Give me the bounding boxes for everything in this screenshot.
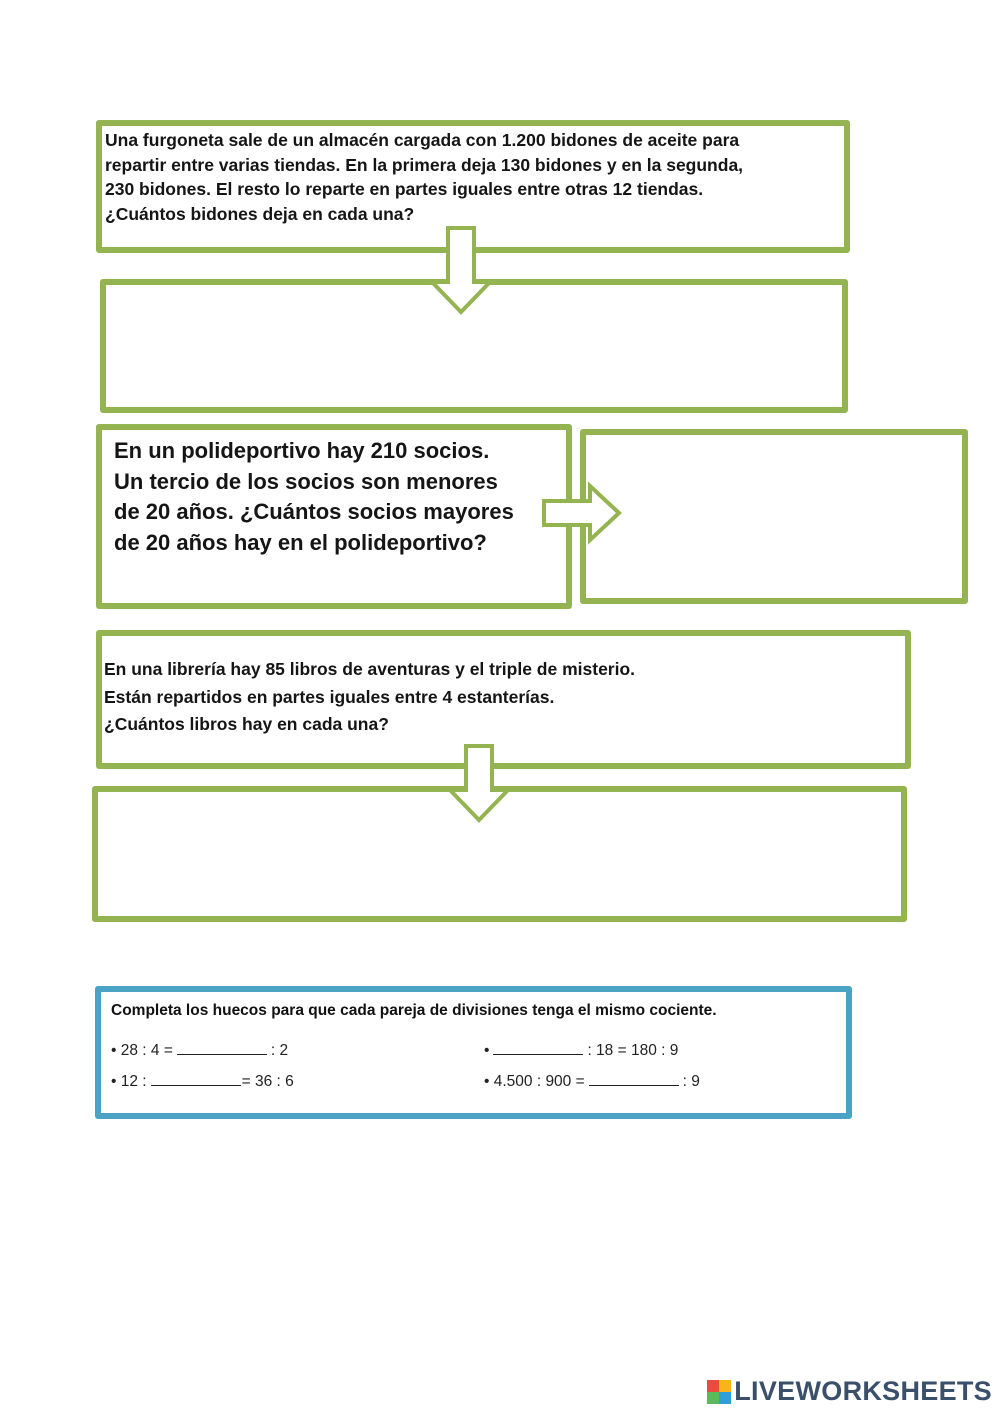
problem-2-text	[114, 436, 514, 558]
liveworksheets-logo-icon	[707, 1380, 731, 1404]
arrow-down-icon	[428, 226, 494, 316]
division-item-1-after: : 2	[270, 1042, 289, 1059]
completa-title: Completa los huecos para que cada pareja de divisiones tenga el mismo cociente.	[111, 1002, 717, 1019]
blank-input-2[interactable]	[493, 1040, 583, 1055]
problem-2-line-3: de 20 años. ¿Cuántos socios mayores	[114, 499, 514, 524]
division-item-3-after: = 36 : 6	[241, 1073, 294, 1090]
arrow-right-icon	[542, 484, 622, 542]
problem-2-line-2: Un tercio de los socios son menores	[114, 468, 498, 494]
division-item-2	[484, 1040, 678, 1060]
division-item-3-before: • 12 :	[111, 1073, 147, 1090]
arrow-down-icon	[446, 744, 512, 824]
division-item-4	[484, 1071, 700, 1091]
problem-3-line-1: En una librería hay 85 libros de aventuras y el triple de misterio.	[104, 659, 636, 679]
problem-1-line-3: 230 bidones. El resto lo reparte en partes iguales entre otras 12 tiendas.	[105, 179, 704, 199]
answer-2-box[interactable]	[580, 429, 968, 604]
division-item-1	[111, 1040, 288, 1060]
division-item-2-after: : 18 = 180 : 9	[587, 1042, 679, 1059]
blank-input-1[interactable]	[177, 1040, 267, 1055]
problem-1-line-4: ¿Cuántos bidones deja en cada una?	[105, 203, 415, 224]
blank-input-3[interactable]	[151, 1071, 241, 1086]
problem-3-line-3: ¿Cuántos libros hay en cada una?	[104, 714, 389, 734]
problem-2-line-4: de 20 años hay en el polideportivo?	[114, 529, 487, 555]
division-item-1-before: • 28 : 4 =	[111, 1042, 173, 1059]
blank-input-4[interactable]	[589, 1071, 679, 1086]
division-item-2-before: •	[484, 1042, 490, 1059]
problem-3-text	[104, 656, 635, 739]
liveworksheets-logo	[707, 1376, 992, 1407]
problem-1-line-1: Una furgoneta sale de un almacén cargada con 1.200 bidones de aceite para	[105, 130, 740, 150]
problem-1-text	[105, 128, 743, 226]
problem-3-line-2: Están repartidos en partes iguales entre 4 estanterías.	[104, 686, 555, 707]
division-item-3	[111, 1071, 294, 1091]
division-item-4-before: • 4.500 : 900 =	[484, 1073, 585, 1090]
problem-1-line-2: repartir entre varias tiendas. En la primera deja 130 bidones y en la segunda,	[105, 154, 744, 175]
problem-2-line-1: En un polideportivo hay 210 socios.	[114, 438, 490, 463]
division-item-4-after: : 9	[682, 1073, 700, 1090]
liveworksheets-logo-text: LIVEWORKSHEETS	[734, 1376, 992, 1406]
